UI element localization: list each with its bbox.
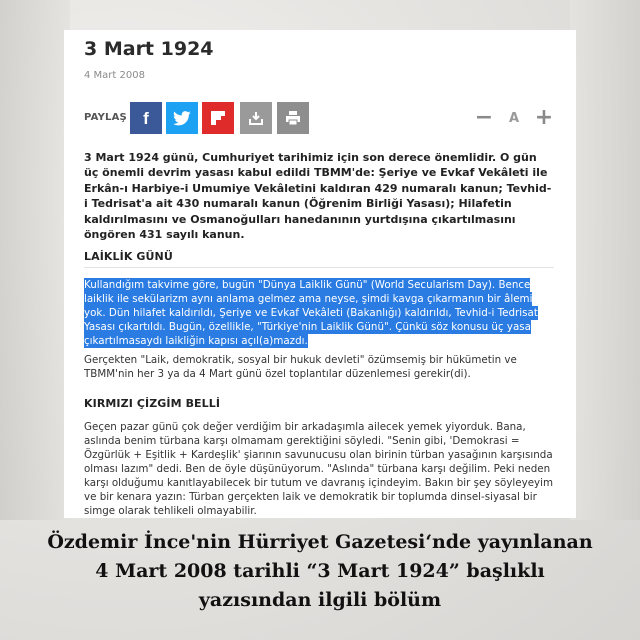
- image-caption: [0, 528, 640, 615]
- print-button[interactable]: [277, 102, 309, 134]
- section-divider: [84, 267, 554, 268]
- section-heading-laiklik: LAİKLİK GÜNÜ: [84, 250, 173, 263]
- selected-paragraph: [84, 278, 554, 348]
- download-icon: [248, 110, 264, 126]
- increase-font-button[interactable]: +: [534, 105, 554, 130]
- section-heading-kirmizi-cizgi: KIRMIZI ÇİZGİM BELLİ: [84, 397, 221, 410]
- article-date: 4 Mart 2008: [84, 70, 145, 81]
- article-paragraph: Gerçekten "Laik, demokratik, sosyal bir hukuk devleti" özümsemiş bir hükümetin ve TBMM'nin her 3 ya da 4 Mart günü özel toplantılar düzenlemesi gerekir(di).: [84, 354, 517, 380]
- share-label: PAYLAŞ: [84, 112, 127, 123]
- facebook-share-button[interactable]: [130, 102, 162, 134]
- facebook-icon: [139, 110, 153, 126]
- article-paragraph: Geçen pazar günü çok değer verdiğim bir arkadaşımla ailecek yemek yiyorduk. Bana, aslında benim türbana karşı olmamam gerektiğini söyledi. "Senin gibi, 'Demokrasi = Özgürlük + Eşitlik + Kardeşlik' şiarının savunucusu olan birinin türban yasağının karşısında olması lazım" dedi. Ben de öyle düşünüyorum. "Aslında" türbana karşı değilim. Peki neden karşı olduğumu kanıtlayabilecek bir tutum ve davranış içindeyim. Bakın bir şey söyleyeyim ve bir kenara yazın: Türban gerçekten laik ve demokratik bir toplumda dinsel-siyasal bir simge olarak tehlikeli olmayabilir.: [84, 421, 554, 517]
- download-button[interactable]: [240, 102, 272, 134]
- caption-line: 4 Mart 2008 tarihli “3 Mart 1924” başlıklı: [95, 560, 545, 582]
- background-edge-right: [570, 0, 640, 520]
- print-icon: [285, 110, 301, 126]
- caption-line: Özdemir İnce'nin Hürriyet Gazetesi‘nde yayınlanan: [47, 531, 593, 553]
- font-size-controls: [474, 106, 554, 130]
- background-edge-left: [0, 0, 70, 520]
- flipboard-share-button[interactable]: [202, 102, 234, 134]
- twitter-share-button[interactable]: [166, 102, 198, 134]
- selection-highlight: Kullandığım takvime göre, bugün "Dünya Laiklik Günü" (World Secularism Day). Bence laiklik ile sekülarizm aynı anlama gelmez ama neyse, şimdi kavga çıkarmanın bir âlemi yok. Dün hilafet kaldırıldı, Şeriye ve Evkaf Vekâleti (Bakanlığı) kaldırıldı, Tevhid-i Tedrisat Yasası çıkartıldı. Bugün, özellikle, "Türkiye'nin Laiklik Günü". Çünkü söz konusu üç yasa çıkartılmasaydı laikliğin kapısı açıl(a)mazdı.: [84, 279, 538, 347]
- share-toolbar: [84, 102, 554, 134]
- article-card: [64, 30, 576, 518]
- twitter-icon: [173, 111, 191, 126]
- svg-text:f: f: [143, 110, 149, 126]
- caption-line: yazısından ilgili bölüm: [198, 589, 442, 611]
- article-lead: 3 Mart 1924 günü, Cumhuriyet tarihimiz için son derece önemlidir. O gün üç önemli devrim yasası kabul edildi TBMM'de: Şeriye ve Evkaf Vekâleti ile Erkân-ı Harbiye-i Umumiye Vekâletini kaldıran 429 numaralı kanun; Tevhid-i Tedrisat'a ait 430 numaralı kanun (Öğrenim Birliği Yasası); Hilafetin kaldırılmasını ve Osmanoğulları hanedanının yurtdışına çıkartılmasını öngören 431 sayılı kanun.: [84, 151, 552, 242]
- article-title: 3 Mart 1924: [84, 38, 214, 60]
- flipboard-icon: [210, 110, 226, 126]
- font-size-label: A: [508, 110, 520, 126]
- decrease-font-button[interactable]: −: [474, 105, 494, 130]
